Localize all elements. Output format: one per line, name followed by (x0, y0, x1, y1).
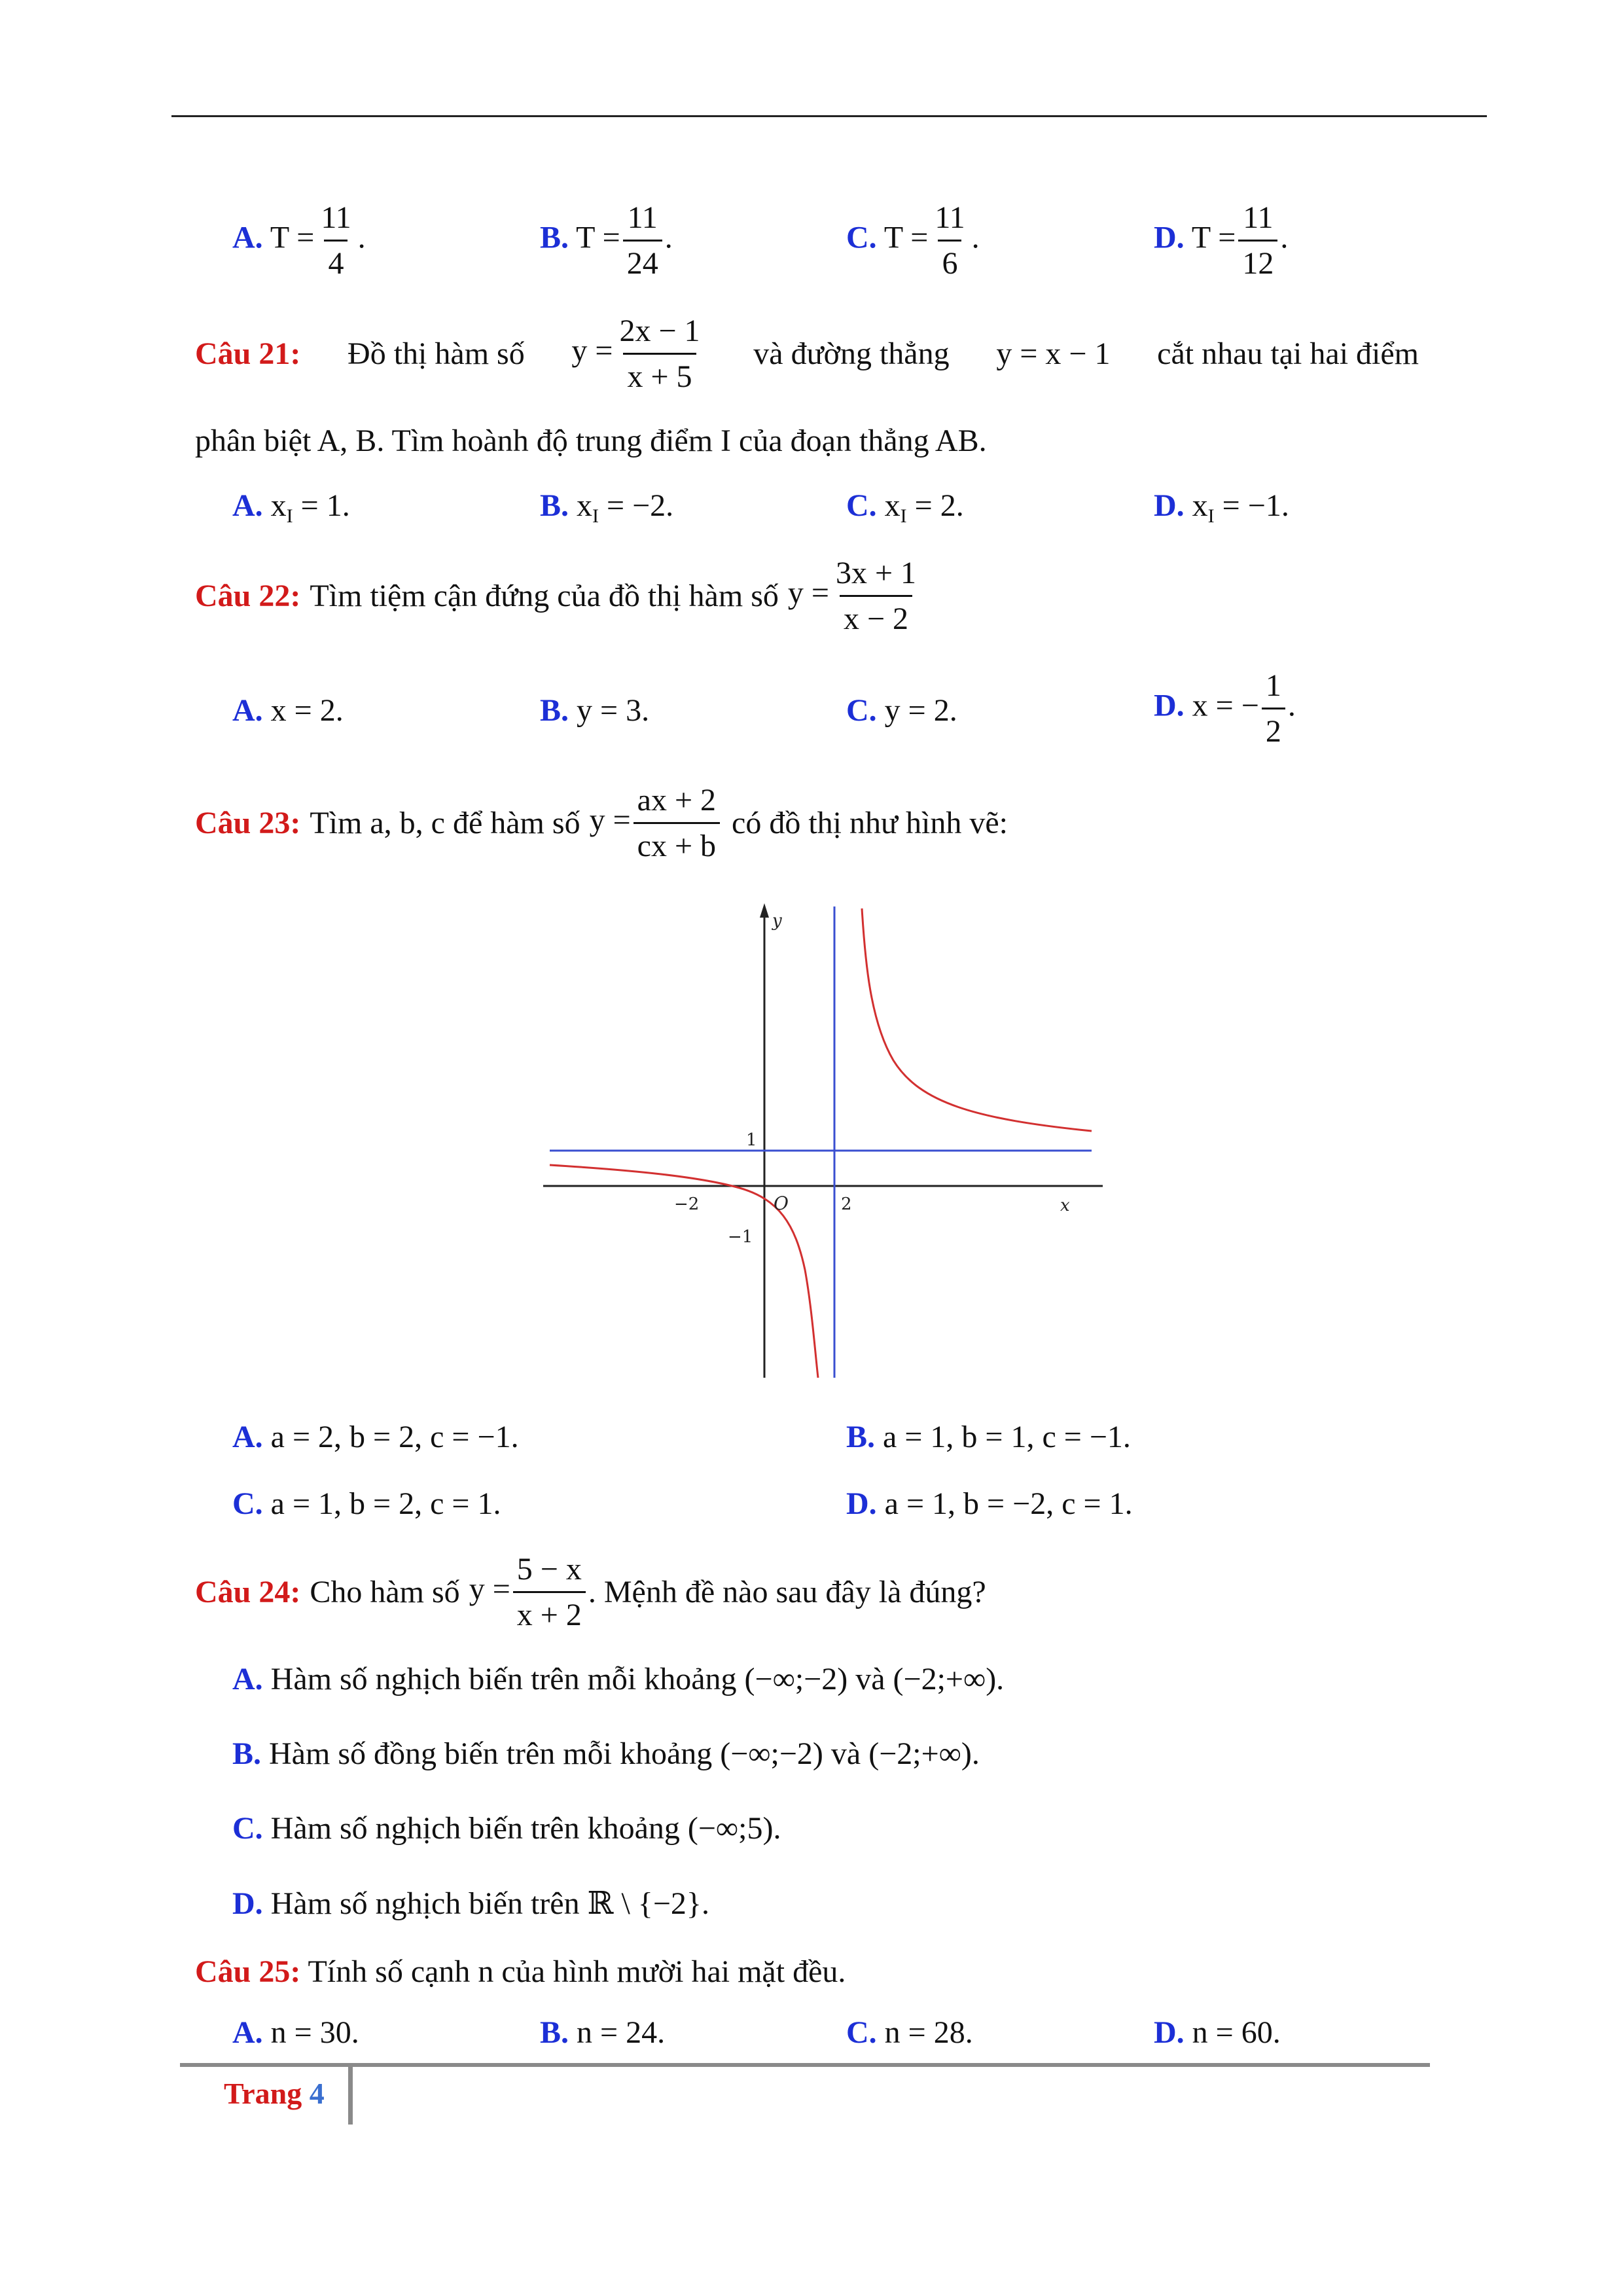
q23-option-d[interactable] (846, 1486, 1133, 1522)
numerator: 11 (321, 200, 351, 235)
numerator: ax + 2 (637, 783, 717, 817)
page-number-value: 4 (309, 2077, 325, 2110)
rhs: = 2. (914, 488, 964, 523)
denominator: 4 (324, 240, 348, 281)
numerator: 1 (1265, 668, 1281, 703)
q24-text-1: Cho hàm số (310, 1575, 460, 1609)
numerator: 2x − 1 (619, 314, 700, 348)
subscript: I (1207, 505, 1215, 527)
eq-lhs: y = (787, 575, 829, 611)
q24-option-c[interactable] (232, 1810, 781, 1846)
denominator: 12 (1238, 240, 1277, 281)
fraction (1262, 668, 1285, 749)
q23-option-a[interactable] (232, 1419, 519, 1455)
option-label: C. (846, 693, 877, 728)
q20-option-c[interactable] (846, 200, 980, 281)
option-label: C. (232, 1811, 263, 1846)
q21-stem (195, 313, 1419, 395)
rhs: = −2. (607, 488, 674, 523)
eq-lhs: y = (571, 333, 613, 368)
option-text: n = 30. (270, 2015, 359, 2050)
q20-option-b[interactable] (540, 200, 673, 281)
fraction (513, 1551, 586, 1633)
option-text: a = 2, b = 2, c = −1. (270, 1420, 519, 1454)
fraction (615, 313, 704, 395)
option-label: A. (232, 488, 263, 523)
option-label: A. (232, 1662, 263, 1696)
q22-option-a[interactable] (232, 692, 344, 728)
option-text: y = 2. (884, 693, 957, 728)
q22-option-b[interactable] (540, 692, 649, 728)
q21-equation (571, 313, 706, 395)
option-label: D. (232, 1886, 263, 1921)
option-label: B. (540, 488, 569, 523)
header-rule (171, 115, 1487, 117)
var: x (1192, 488, 1208, 523)
tick-label-neg-two: −2 (674, 1194, 700, 1214)
q23-equation (590, 782, 722, 864)
var: x (270, 488, 287, 523)
option-lhs: x = − (1192, 688, 1259, 723)
option-text: Hàm số đồng biến trên mỗi khoảng (−∞;−2) và (−2;+∞). (269, 1736, 980, 1771)
q21-line-eq: y = x − 1 (996, 336, 1111, 371)
fraction (317, 200, 355, 281)
q21-option-a[interactable] (232, 488, 350, 528)
option-label: A. (232, 1420, 263, 1454)
question-label: Câu 24: (195, 1575, 301, 1609)
q20-option-d[interactable] (1154, 200, 1288, 281)
y-axis-label: y (772, 911, 782, 931)
option-label: B. (846, 1420, 876, 1454)
q25-text: Tính số cạnh n của hình mười hai mặt đều. (308, 1954, 846, 1989)
q25-option-a[interactable] (232, 2015, 359, 2051)
option-lhs: T = (883, 220, 929, 255)
option-label: B. (540, 220, 569, 255)
option-label: D. (846, 1486, 877, 1521)
q21-text-1: Đồ thị hàm số (348, 336, 525, 371)
q21-option-c[interactable] (846, 488, 964, 528)
option-label: C. (846, 2015, 877, 2050)
option-label: A. (232, 693, 263, 728)
q24-stem (195, 1551, 986, 1633)
var: x (577, 488, 593, 523)
footer-rule (180, 2063, 1430, 2067)
option-label: D. (1154, 2015, 1185, 2050)
subscript: I (286, 505, 293, 527)
subscript: I (592, 505, 599, 527)
option-text: Hàm số nghịch biến trên khoảng (−∞;5). (270, 1811, 781, 1846)
q21-text-3: cắt nhau tại hai điểm (1157, 336, 1419, 371)
q24-option-d[interactable] (232, 1885, 709, 1922)
option-text: n = 28. (884, 2015, 973, 2050)
q23-stem (195, 782, 1008, 864)
tail: . (971, 220, 980, 255)
option-label: D. (1154, 688, 1185, 723)
fraction (623, 200, 662, 281)
origin-label: O (774, 1193, 789, 1214)
option-lhs: T = (576, 220, 620, 255)
q21-text-2: và đường thẳng (753, 336, 950, 371)
eq-lhs: y = (469, 1571, 510, 1607)
option-text: a = 1, b = 2, c = 1. (270, 1486, 501, 1521)
q22-equation (788, 555, 923, 637)
option-label: C. (846, 220, 877, 255)
numerator: 11 (1243, 200, 1274, 235)
numerator: 5 − x (516, 1552, 582, 1587)
option-lhs: T = (1191, 220, 1236, 255)
fraction (931, 200, 969, 281)
q23-option-b[interactable] (846, 1419, 1131, 1455)
option-label: D. (1154, 488, 1185, 523)
option-text: a = 1, b = 1, c = −1. (883, 1420, 1131, 1454)
q22-text: Tìm tiệm cận đứng của đồ thị hàm số (310, 579, 779, 613)
question-label: Câu 21: (195, 336, 301, 371)
option-lhs: T = (270, 220, 315, 255)
q23-option-c[interactable] (232, 1486, 501, 1522)
denominator: x + 5 (623, 353, 696, 395)
tick-label-neg-one: −1 (728, 1227, 753, 1247)
question-label: Câu 22: (195, 579, 301, 613)
q24-option-a[interactable] (232, 1661, 1004, 1697)
q24-text-2: . Mệnh đề nào sau đây là đúng? (588, 1575, 986, 1609)
q24-option-b[interactable] (232, 1736, 980, 1772)
denominator: 24 (623, 240, 662, 281)
tail: . (664, 220, 673, 255)
numerator: 3x + 1 (835, 556, 917, 590)
denominator: 6 (938, 240, 961, 281)
q23-text-2: có đồ thị như hình vẽ: (732, 806, 1008, 840)
denominator: 2 (1262, 708, 1285, 749)
rhs: = 1. (300, 488, 350, 523)
fraction (1238, 200, 1277, 281)
var: x (884, 488, 901, 523)
option-label: A. (232, 220, 263, 255)
question-label: Câu 25: (195, 1954, 301, 1989)
q21-text-4: phân biệt A, B. Tìm hoành độ trung điểm I của đoạn thẳng AB. (195, 423, 987, 458)
tick-label-two: 2 (841, 1194, 852, 1214)
option-text: x = 2. (270, 693, 344, 728)
option-label: D. (1154, 220, 1185, 255)
q23-text-1: Tìm a, b, c để hàm số (310, 806, 580, 840)
q22-option-c[interactable] (846, 692, 957, 728)
q21-option-d[interactable] (1154, 488, 1289, 528)
tick-label-one: 1 (746, 1130, 757, 1150)
curve-right-branch (862, 908, 1092, 1131)
q25-stem (195, 1954, 846, 1990)
option-text: Hàm số nghịch biến trên ℝ \ {−2}. (270, 1886, 709, 1921)
q22-option-d[interactable] (1154, 668, 1296, 749)
option-text: y = 3. (577, 693, 650, 728)
option-label: A. (232, 2015, 263, 2050)
eq-lhs: y = (589, 802, 631, 838)
denominator: cx + b (633, 822, 720, 864)
y-axis-arrow-icon (760, 903, 769, 918)
page-word: Trang (224, 2077, 302, 2110)
option-text: Hàm số nghịch biến trên mỗi khoảng (−∞;−2) và (−2;+∞). (270, 1662, 1005, 1696)
q20-option-a[interactable] (232, 200, 366, 281)
q21-option-b[interactable] (540, 488, 673, 528)
q25-option-b[interactable] (540, 2015, 665, 2051)
option-label: C. (846, 488, 877, 523)
tail: . (1287, 688, 1296, 723)
footer-divider (348, 2067, 353, 2125)
page-number (224, 2076, 325, 2111)
q25-option-c[interactable] (846, 2015, 973, 2051)
tail: . (1280, 220, 1289, 255)
option-label: C. (232, 1486, 263, 1521)
subscript: I (900, 505, 907, 527)
option-label: B. (540, 2015, 569, 2050)
option-text: n = 24. (577, 2015, 666, 2050)
option-text: n = 60. (1192, 2015, 1281, 2050)
option-label: B. (232, 1736, 262, 1771)
numerator: 11 (627, 200, 658, 235)
fraction (832, 555, 920, 637)
option-text: a = 1, b = −2, c = 1. (884, 1486, 1133, 1521)
x-axis-label: x (1060, 1196, 1070, 1215)
denominator: x + 2 (513, 1591, 586, 1633)
function-graph (543, 903, 1106, 1388)
q25-option-d[interactable] (1154, 2015, 1281, 2051)
numerator: 11 (935, 200, 965, 235)
q24-equation (469, 1551, 588, 1633)
question-label: Câu 23: (195, 806, 301, 840)
q22-stem (195, 555, 923, 637)
fraction (633, 782, 720, 864)
denominator: x − 2 (840, 595, 912, 637)
tail: . (357, 220, 366, 255)
rhs: = −1. (1222, 488, 1289, 523)
option-label: B. (540, 693, 569, 728)
